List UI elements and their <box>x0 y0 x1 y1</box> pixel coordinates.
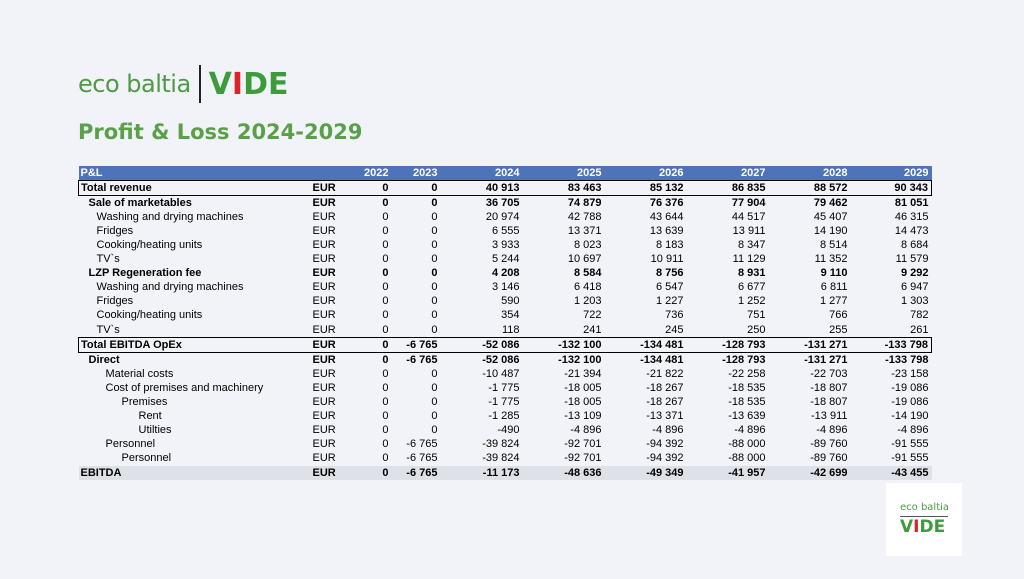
table-row <box>79 295 932 309</box>
row-value: 8 684 <box>900 239 929 252</box>
logo-vide-text: VIDE <box>208 66 289 102</box>
row-value: 0 <box>431 309 438 322</box>
row-unit: EUR <box>312 438 336 451</box>
row-value: 0 <box>431 210 438 223</box>
row-value: -23 158 <box>891 367 929 380</box>
row-value: -10 487 <box>482 367 520 380</box>
row-value: -132 100 <box>558 353 602 366</box>
row-value: 76 376 <box>649 196 684 209</box>
header-unit <box>309 166 359 181</box>
table-row <box>79 396 932 410</box>
row-value: -6 765 <box>392 338 441 353</box>
row-value: -42 699 <box>769 466 851 480</box>
row-value: -133 798 <box>885 353 929 366</box>
row-label: Premises <box>121 396 168 409</box>
page-title: Profit & Loss 2024-2029 <box>78 120 363 144</box>
header-pl: P&L <box>79 166 309 181</box>
row-value: 0 <box>382 410 389 423</box>
row-value: -131 271 <box>804 353 848 366</box>
row-value: 0 <box>382 267 389 280</box>
row-value: -13 639 <box>728 410 766 423</box>
row-label: Personnel <box>121 452 172 465</box>
row-value: 0 <box>431 323 438 336</box>
row-value: 0 <box>382 309 389 322</box>
row-value: -4 896 <box>734 424 766 437</box>
table-row <box>79 196 932 211</box>
row-value: 118 <box>501 323 520 336</box>
row-value: 0 <box>382 253 389 266</box>
row-value: 255 <box>829 323 848 336</box>
row-value: 0 <box>431 196 438 209</box>
header-2022: 2022 <box>359 166 392 181</box>
row-value: 766 <box>829 309 848 322</box>
row-value: 1 252 <box>737 295 766 308</box>
row-value: -89 760 <box>810 438 848 451</box>
row-value: 736 <box>665 309 684 322</box>
row-unit: EUR <box>312 309 336 322</box>
header-2026: 2026 <box>605 166 687 181</box>
row-value: -13 911 <box>811 410 848 423</box>
row-value: 354 <box>501 309 520 322</box>
row-value: -490 <box>497 424 520 437</box>
table-row <box>79 424 932 438</box>
row-value: -134 481 <box>605 338 687 353</box>
row-value: 0 <box>431 295 438 308</box>
row-unit: EUR <box>312 452 336 465</box>
row-value: 3 933 <box>491 239 520 252</box>
row-label: TV`s <box>96 253 120 266</box>
row-value: -94 392 <box>646 452 684 465</box>
row-value: -133 798 <box>851 338 932 353</box>
row-value: 6 555 <box>491 224 520 237</box>
table-row <box>79 181 932 196</box>
row-value: 13 911 <box>732 224 766 237</box>
row-value: 0 <box>382 224 389 237</box>
row-value: -92 701 <box>564 438 602 451</box>
row-value: -91 555 <box>891 438 929 451</box>
row-value: 5 244 <box>491 253 520 266</box>
row-unit: EUR <box>312 367 336 380</box>
row-value: 722 <box>583 309 602 322</box>
row-unit: EUR <box>312 424 336 437</box>
row-value: 8 347 <box>737 239 766 252</box>
row-value: 0 <box>382 438 389 451</box>
row-value: 0 <box>431 396 438 409</box>
row-value: 90 343 <box>851 181 932 196</box>
row-value: -13 371 <box>646 410 684 423</box>
row-label: Total EBITDA OpEx <box>79 338 309 353</box>
row-value: 0 <box>382 281 389 294</box>
row-unit: EUR <box>312 267 336 280</box>
table-row <box>79 253 932 267</box>
row-value: 77 904 <box>731 196 766 209</box>
row-value: 1 203 <box>573 295 602 308</box>
row-label: Fridges <box>96 224 134 237</box>
row-value: 13 371 <box>567 224 602 237</box>
row-value: 0 <box>382 452 389 465</box>
row-value: -128 793 <box>687 338 769 353</box>
row-value: -128 793 <box>722 353 766 366</box>
row-value: 245 <box>665 323 684 336</box>
pl-table <box>78 166 932 480</box>
row-value: 0 <box>431 267 438 280</box>
row-value: -4 896 <box>816 424 848 437</box>
row-value: -4 896 <box>570 424 602 437</box>
row-value: -19 086 <box>891 381 929 394</box>
row-value: -52 086 <box>441 338 523 353</box>
row-value: 0 <box>359 338 392 353</box>
row-unit: EUR <box>312 381 336 394</box>
row-value: 0 <box>382 323 389 336</box>
row-value: 0 <box>382 196 389 209</box>
header-2025: 2025 <box>523 166 605 181</box>
row-value: -39 824 <box>482 438 520 451</box>
row-value: -18 535 <box>728 381 766 394</box>
row-value: 8 514 <box>819 239 848 252</box>
row-label: Sale of marketables <box>88 196 192 209</box>
row-unit: EUR <box>312 410 336 423</box>
row-value: 0 <box>431 381 438 394</box>
row-value: 88 572 <box>769 181 851 196</box>
row-value: -18 005 <box>564 396 602 409</box>
row-value: -52 086 <box>482 353 520 366</box>
row-value: 10 697 <box>567 253 602 266</box>
row-value: 81 051 <box>894 196 929 209</box>
row-value: 6 547 <box>655 281 684 294</box>
row-value: -131 271 <box>769 338 851 353</box>
table-row <box>79 309 932 323</box>
table-row <box>79 367 932 381</box>
table-row <box>79 410 932 424</box>
row-unit: EUR <box>309 338 359 353</box>
row-value: 44 517 <box>731 210 766 223</box>
row-label: Washing and drying machines <box>96 210 244 223</box>
row-value: -48 636 <box>523 466 605 480</box>
header-2028: 2028 <box>769 166 851 181</box>
header-2029: 2029 <box>851 166 932 181</box>
row-value: 0 <box>382 381 389 394</box>
row-value: -22 258 <box>728 367 766 380</box>
row-value: 6 811 <box>820 281 848 294</box>
row-value: 74 879 <box>567 196 602 209</box>
row-value: -18 267 <box>646 381 684 394</box>
row-label: Cost of premises and machinery <box>105 381 264 394</box>
row-value: -14 190 <box>891 410 929 423</box>
row-value: -18 535 <box>728 396 766 409</box>
header-2024: 2024 <box>441 166 523 181</box>
row-value: 0 <box>382 367 389 380</box>
row-unit: EUR <box>312 295 336 308</box>
table-row <box>79 281 932 295</box>
row-value: 0 <box>382 424 389 437</box>
row-value: 1 303 <box>900 295 929 308</box>
row-value: 36 705 <box>485 196 520 209</box>
row-unit: EUR <box>309 181 359 196</box>
row-value: 11 352 <box>814 253 848 266</box>
row-unit: EUR <box>312 281 336 294</box>
row-value: -88 000 <box>728 438 766 451</box>
table-row <box>79 267 932 281</box>
row-label: Total revenue <box>79 181 309 196</box>
row-value: 43 644 <box>649 210 684 223</box>
corner-logo-vide-text: VIDE <box>900 517 946 537</box>
table-row <box>79 452 932 466</box>
row-value: -49 349 <box>605 466 687 480</box>
row-value: 261 <box>910 323 929 336</box>
row-value: 6 418 <box>573 281 602 294</box>
row-value: -132 100 <box>523 338 605 353</box>
row-value: -4 896 <box>652 424 684 437</box>
ecobaltia-vide-logo <box>78 64 288 104</box>
row-value: 0 <box>382 353 389 366</box>
row-value: -18 807 <box>810 381 848 394</box>
row-value: -88 000 <box>728 452 766 465</box>
table-row <box>79 323 932 338</box>
row-value: 3 146 <box>491 281 520 294</box>
row-value: 8 584 <box>573 267 602 280</box>
row-value: 46 315 <box>894 210 929 223</box>
row-label: Fridges <box>96 295 134 308</box>
row-value: -1 775 <box>488 381 520 394</box>
row-value: -134 481 <box>640 353 684 366</box>
table-row <box>79 238 932 252</box>
table-row <box>79 466 932 480</box>
row-value: 20 974 <box>485 210 520 223</box>
row-value: 782 <box>910 309 929 322</box>
row-value: -43 455 <box>851 466 932 480</box>
row-value: 6 947 <box>900 281 929 294</box>
row-value: -6 765 <box>406 353 438 366</box>
row-value: -39 824 <box>482 452 520 465</box>
row-value: 0 <box>382 396 389 409</box>
row-value: 14 190 <box>813 224 848 237</box>
row-value: -18 267 <box>646 396 684 409</box>
row-label: Cooking/heating units <box>96 309 203 322</box>
row-value: 0 <box>359 181 392 196</box>
row-value: 590 <box>501 295 520 308</box>
row-unit: EUR <box>312 210 336 223</box>
row-value: 11 579 <box>895 253 929 266</box>
row-value: 0 <box>382 295 389 308</box>
row-value: -6 765 <box>406 452 438 465</box>
row-value: 751 <box>747 309 766 322</box>
row-value: 4 208 <box>491 267 520 280</box>
row-unit: EUR <box>312 323 336 336</box>
row-value: 0 <box>431 253 438 266</box>
row-value: -21 822 <box>646 367 684 380</box>
row-value: -19 086 <box>891 396 929 409</box>
row-value: 250 <box>747 323 766 336</box>
row-value: -18 005 <box>564 381 602 394</box>
row-label: Rent <box>138 410 162 423</box>
row-value: -89 760 <box>810 452 848 465</box>
table-row <box>79 438 932 452</box>
row-value: -94 392 <box>646 438 684 451</box>
header-2027: 2027 <box>687 166 769 181</box>
row-value: -6 765 <box>406 438 438 451</box>
header-2023: 2023 <box>392 166 441 181</box>
row-value: 8 023 <box>573 239 602 252</box>
row-unit: EUR <box>312 253 336 266</box>
row-label: Cooking/heating units <box>96 239 203 252</box>
row-value: -22 703 <box>810 367 848 380</box>
row-label: Direct <box>88 353 120 366</box>
row-label: Washing and drying machines <box>96 281 244 294</box>
row-unit: EUR <box>309 466 359 480</box>
row-value: 9 110 <box>820 267 848 280</box>
table-row <box>79 224 932 238</box>
row-value: -18 807 <box>810 396 848 409</box>
row-value: -11 173 <box>441 466 523 480</box>
table-row <box>79 353 932 368</box>
logo-eco-text: eco baltia <box>78 70 191 98</box>
row-value: -13 109 <box>564 410 602 423</box>
row-value: 83 463 <box>523 181 605 196</box>
row-value: -1 775 <box>488 396 520 409</box>
row-value: 86 835 <box>687 181 769 196</box>
row-value: 42 788 <box>567 210 602 223</box>
row-unit: EUR <box>312 239 336 252</box>
row-value: 0 <box>431 239 438 252</box>
row-value: 8 183 <box>655 239 684 252</box>
row-value: -4 896 <box>897 424 929 437</box>
row-value: -91 555 <box>891 452 929 465</box>
table-row <box>79 381 932 395</box>
row-unit: EUR <box>312 353 336 366</box>
row-unit: EUR <box>312 196 336 209</box>
table-header-row <box>79 166 932 181</box>
row-value: 8 931 <box>737 267 766 280</box>
row-value: 0 <box>431 410 438 423</box>
row-value: 85 132 <box>605 181 687 196</box>
row-value: 10 911 <box>650 253 684 266</box>
row-value: 0 <box>431 367 438 380</box>
row-value: 0 <box>431 424 438 437</box>
row-value: 0 <box>382 210 389 223</box>
row-value: 0 <box>431 224 438 237</box>
row-value: 8 756 <box>655 267 684 280</box>
row-unit: EUR <box>312 224 336 237</box>
row-value: 11 129 <box>732 253 766 266</box>
row-value: 40 913 <box>441 181 523 196</box>
table-body <box>79 181 932 480</box>
row-label: Material costs <box>105 367 174 380</box>
logo-divider <box>199 65 201 103</box>
row-value: 241 <box>583 323 602 336</box>
table-row <box>79 338 932 353</box>
row-value: -41 957 <box>687 466 769 480</box>
row-value: -21 394 <box>564 367 602 380</box>
row-value: -6 765 <box>392 466 441 480</box>
row-value: 13 639 <box>649 224 684 237</box>
row-value: 45 407 <box>813 210 848 223</box>
row-value: 1 227 <box>655 295 684 308</box>
row-label: LZP Regeneration fee <box>88 267 202 280</box>
row-value: 9 292 <box>900 267 929 280</box>
row-value: 0 <box>392 181 441 196</box>
table-row <box>79 210 932 224</box>
corner-logo <box>886 483 962 556</box>
row-value: 1 277 <box>819 295 848 308</box>
row-value: 0 <box>382 239 389 252</box>
row-value: 6 677 <box>737 281 766 294</box>
row-label: Utilties <box>138 424 172 437</box>
row-unit: EUR <box>312 396 336 409</box>
row-value: 0 <box>431 281 438 294</box>
row-value: 14 473 <box>894 224 929 237</box>
row-label: EBITDA <box>79 466 309 480</box>
row-value: 0 <box>359 466 392 480</box>
row-value: -92 701 <box>564 452 602 465</box>
row-value: -1 285 <box>488 410 520 423</box>
row-label: Personnel <box>105 438 156 451</box>
row-label: TV`s <box>96 323 120 336</box>
row-value: 79 462 <box>813 196 848 209</box>
corner-logo-eco-text: eco baltia <box>900 502 950 513</box>
